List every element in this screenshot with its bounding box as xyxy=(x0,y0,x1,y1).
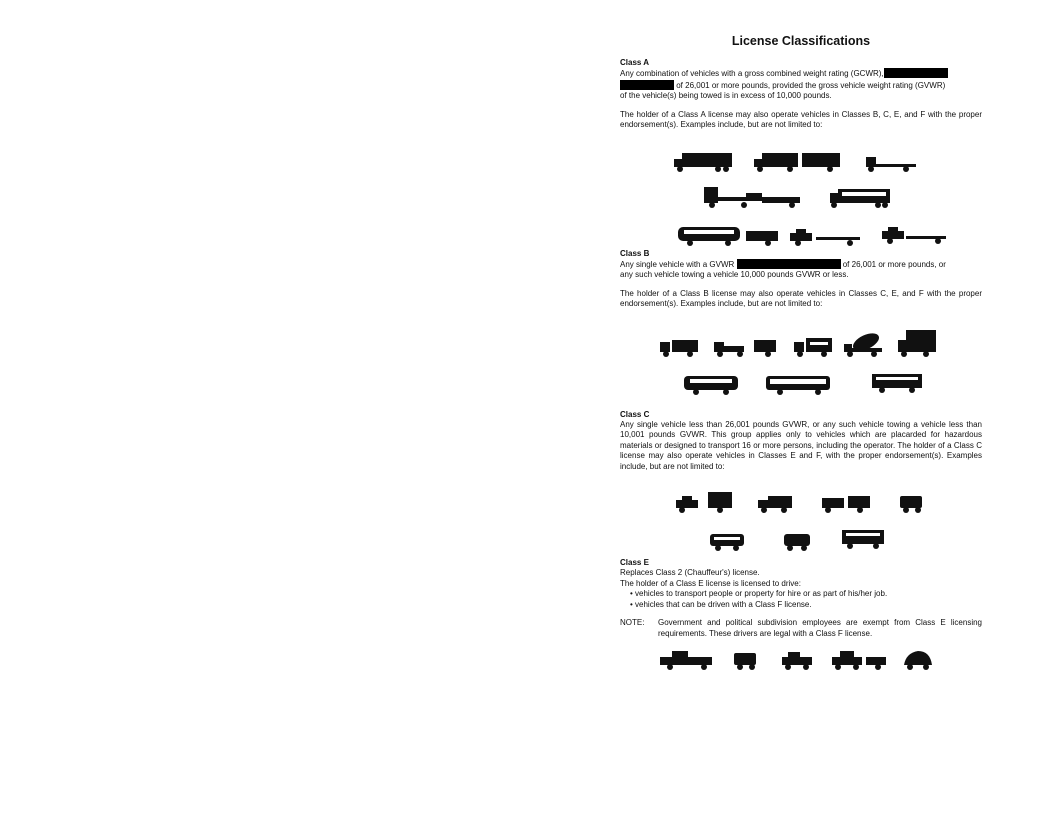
sedan-icon xyxy=(904,651,932,670)
livestock-trailer-icon xyxy=(830,189,890,208)
dump-truck-icon xyxy=(660,340,698,357)
van-with-trailer-icon xyxy=(822,496,870,513)
school-bus-icon xyxy=(872,374,922,393)
minibus-icon xyxy=(784,534,810,551)
class-a-line-3: of the vehicle(s) being towed is in excess of 10,000 pounds. xyxy=(620,91,832,100)
note-block xyxy=(620,618,982,639)
small-bus-icon xyxy=(710,534,744,551)
class-a-line-2: of 26,001 or more pounds, provided the gross vehicle weight rating (GVWR) xyxy=(676,80,946,90)
pickup-truck-icon xyxy=(660,651,712,670)
class-a-holder-text: The holder of a Class A license may also operate vehicles in Classes B, C, E, and F with the proper endorsement(s). Examples include, but are not limited to: xyxy=(620,109,982,129)
redaction-block xyxy=(884,68,948,78)
coach-bus-icon xyxy=(766,376,830,395)
class-e-bullet-list xyxy=(620,589,982,610)
flatbed-truck-icon xyxy=(866,157,916,172)
truck-with-trailer-icon xyxy=(714,340,776,357)
class-b-section xyxy=(620,249,982,410)
class-c-vehicle-illustrations xyxy=(620,472,982,558)
list-item: • vehicles that can be driven with a Class F license. xyxy=(630,600,982,611)
class-e-line-1: Replaces Class 2 (Chauffeur's) license. xyxy=(620,568,760,577)
page-title: License Classifications xyxy=(731,34,871,48)
class-e-line-2: The holder of a Class E license is licensed to drive: xyxy=(620,578,801,588)
class-a-heading: Class A xyxy=(620,58,650,67)
panel-truck-icon xyxy=(758,496,792,513)
redaction-block xyxy=(620,80,674,90)
double-trailer-truck-icon xyxy=(754,153,840,172)
note-text: Government and political subdivision employees are exempt from Class E licensing requirements. These drivers are legal with a Class F license. xyxy=(658,618,982,638)
car-with-trailer-icon xyxy=(832,651,886,670)
semi-truck-icon xyxy=(674,153,732,172)
class-a-section xyxy=(620,58,982,249)
class-a-definition xyxy=(620,68,982,102)
straight-truck-and-bus-silhouettes-icon xyxy=(620,310,982,410)
tanker-truck-icon xyxy=(704,187,800,208)
pickup-and-car-silhouettes-icon xyxy=(620,639,982,675)
list-item: • vehicles to transport people or property for hire or as part of his/her job. xyxy=(630,589,982,600)
class-b-line-1-end: of 26,001 or more pounds, or xyxy=(842,259,946,269)
redaction-block xyxy=(737,259,841,269)
class-b-line-1-start: Any single vehicle with a GVWR xyxy=(620,259,735,269)
document-column xyxy=(620,34,982,675)
class-b-definition xyxy=(620,259,982,281)
class-a-vehicle-illustrations xyxy=(620,131,982,249)
class-e-section xyxy=(620,558,982,675)
pickup-with-flatbed-icon xyxy=(882,227,946,244)
tractor-trailer-silhouettes-icon xyxy=(620,131,982,249)
class-b-holder-text: The holder of a Class B license may also operate vehicles in Classes C, E, and F with the proper endorsement(s). Examples include, but are not limited to: xyxy=(620,288,982,308)
stake-truck-icon xyxy=(794,338,832,357)
shuttle-bus-icon xyxy=(842,530,884,549)
bus-with-trailer-icon xyxy=(678,227,778,246)
small-pickup-icon xyxy=(782,652,812,670)
concrete-mixer-icon xyxy=(844,329,882,356)
cargo-van-icon xyxy=(900,496,922,513)
class-c-definition: Any single vehicle less than 26,001 pounds GVWR, or any such vehicle towing a vehicle less than 10,001 pounds GVWR. This group applies only to vehicles which are placarded for hazardous materials or designed to transport 16 or more persons, including the operator. The holder of a Class C license may also operate vehicles in Classes E and F, with the proper endorsement(s). Examples include, but are not limited to: xyxy=(620,419,982,471)
light-truck-and-van-silhouettes-icon xyxy=(620,472,982,558)
transit-bus-icon xyxy=(684,376,738,395)
box-truck-icon xyxy=(898,330,936,357)
pickup-with-trailer-icon xyxy=(790,229,860,246)
class-c-heading: Class C xyxy=(620,409,650,419)
class-c-section xyxy=(620,410,982,559)
class-a-line-1: Any combination of vehicles with a gross combined weight rating (GCWR), xyxy=(620,69,884,78)
class-b-vehicle-illustrations xyxy=(620,310,982,410)
class-b-line-2: any such vehicle towing a vehicle 10,000 pounds GVWR or less. xyxy=(620,270,849,279)
pickup-with-box-trailer-icon xyxy=(676,492,732,513)
class-b-heading: Class B xyxy=(620,248,650,258)
jeep-icon xyxy=(734,653,756,670)
note-label: NOTE: xyxy=(620,618,645,627)
class-e-heading: Class E xyxy=(620,558,649,567)
class-e-vehicle-illustrations xyxy=(620,639,982,675)
